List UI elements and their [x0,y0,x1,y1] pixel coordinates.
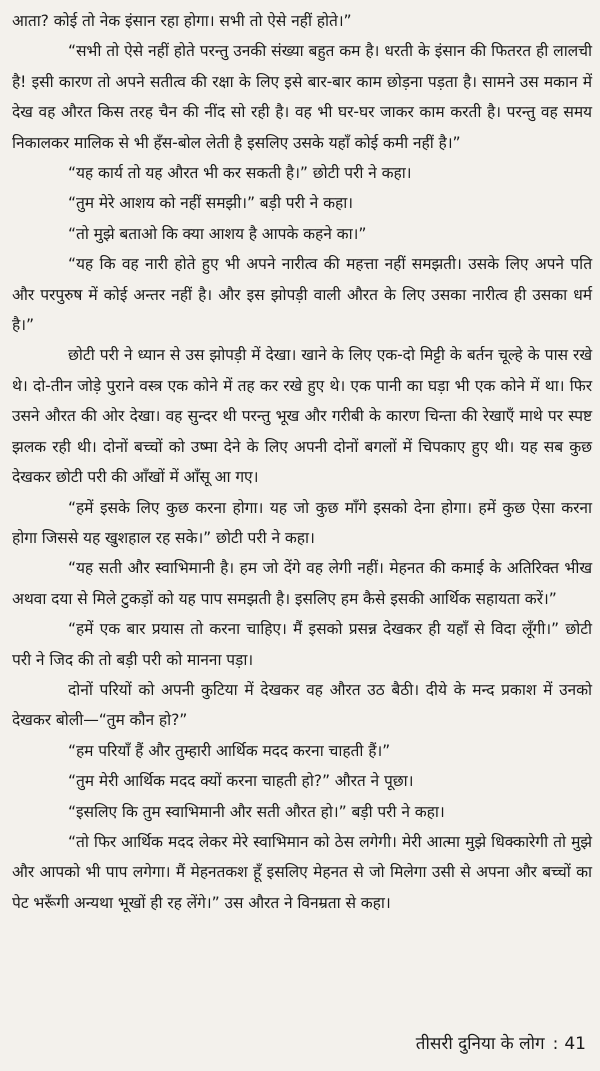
body-text [12,6,592,918]
paragraph: “यह कार्य तो यह औरत भी कर सकती है।” छोटी परी ने कहा। [68,164,412,183]
paragraph: “तो मुझे बताओ कि क्या आशय है आपके कहने का।” [68,224,367,243]
page-number: 41 [564,1034,586,1054]
paragraph: “तो फिर आर्थिक मदद लेकर मेरे स्वाभिमान को ठेस लगेगी। मेरी आत्मा मुझे धिक्कारेगी तो मुझे और आपको भी पाप लगेगा। मैं मेहनतकश हूँ इसलिए मेहनत से जो मिलेगा उसी से अपना और बच्चों का पेट भरूँगी अन्यथा भूखों ही रह लेंगे।” उस औरत ने विनम्रता से कहा। [12,832,592,912]
paragraph: “सभी तो ऐसे नहीं होते परन्तु उनकी संख्या बहुत कम है। धरती के इंसान की फितरत ही लालची है! इसी कारण तो अपने सतीत्व की रक्षा के लिए इसे बार-बार काम छोड़ना पड़ता है। सामने उस मकान में देख वह औरत किस तरह चैन की नींद सो रही है। वह भी घर-घर जाकर काम करती है। परन्तु वह समय निकालकर मालिक से भी हँस-बोल लेती है इसलिए उसके यहाँ कोई कमी नहीं है।” [12,42,592,152]
paragraph: आता? कोई तो नेक इंसान रहा होगा। सभी तो ऐसे नहीं होते।” [12,12,352,30]
paragraph: “हमें एक बार प्रयास तो करना चाहिए। मैं इसको प्रसन्न देखकर ही यहाँ से विदा लूँगी।” छोटी परी ने जिद की तो बड़ी परी को मानना पड़ा। [12,620,592,669]
page-footer [416,1033,586,1055]
running-book-title: तीसरी दुनिया के लोग [415,1034,545,1054]
paragraph: “हमें इसके लिए कुछ करना होगा। यह जो कुछ माँगे इसको देना होगा। हमें कुछ ऐसा करना होगा जिससे यह खुशहाल रह सके।” छोटी परी ने कहा। [12,498,592,547]
paragraph: “यह सती और स्वाभिमानी है। हम जो देंगे वह लेगी नहीं। मेहनत की कमाई के अतिरिक्त भीख अथवा दया से मिले टुकड़ों को यह पाप समझती है। इसलिए हम कैसे इसकी आर्थिक सहायता करें।” [12,559,592,608]
footer-separator: : [552,1034,559,1054]
paragraph: “हम परियाँ हैं और तुम्हारी आर्थिक मदद करना चाहती हैं।” [68,741,391,760]
paragraph: छोटी परी ने ध्यान से उस झोपड़ी में देखा। खाने के लिए एक-दो मिट्टी के बर्तन चूल्हे के पास रखे थे। दो-तीन जोड़े पुराने वस्त्र एक कोने में तह कर रखे हुए थे। एक पानी का घड़ा भी एक कोने में था। फिर उसने औरत की ओर देखा। वह सुन्दर थी परन्तु भूख और गरीबी के कारण चिन्ता की रेखाएँ माथे पर स्पष्ट झलक रही थी। दोनों बच्चों को उष्मा देने के लिए अपनी दोनों बगलों में चिपकाए हुए थी। यह सब कुछ देखकर छोटी परी की आँखों में आँसू आ गए। [12,346,592,487]
paragraph: “तुम मेरे आशय को नहीं समझी।” बड़ी परी ने कहा। [68,194,353,213]
paragraph: दोनों परियों को अपनी कुटिया में देखकर वह औरत उठ बैठी। दीये के मन्द प्रकाश में उनको देखकर बोली—“तुम कौन हो?” [12,680,592,730]
paragraph: “तुम मेरी आर्थिक मदद क्यों करना चाहती हो?” औरत ने पूछा। [68,772,414,791]
paragraph: “यह कि वह नारी होते हुए भी अपने नारीत्व की महत्ता नहीं समझती। उसके लिए अपने पति और परपुरुष में कोई अन्तर नहीं है। और इस झोपड़ी वाली औरत के लिए उसका नारीत्व ही उसका धर्म है।” [12,255,592,335]
paragraph: “इसलिए कि तुम स्वाभिमानी और सती औरत हो।” बड़ी परी ने कहा। [68,802,445,821]
